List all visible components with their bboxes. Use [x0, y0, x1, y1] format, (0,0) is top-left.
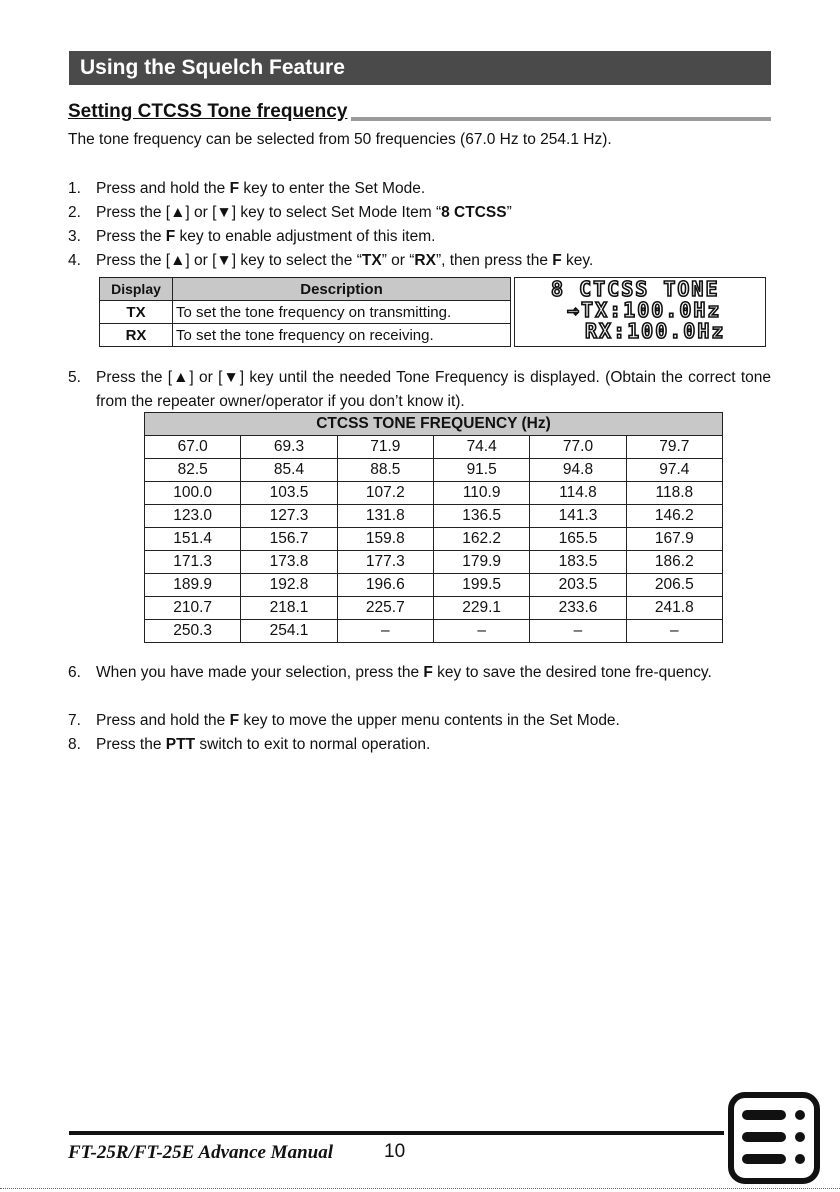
- frequency-cell: 218.1: [241, 597, 337, 620]
- frequency-table-body: [145, 436, 723, 643]
- page-edge-dotted-line: [0, 1188, 840, 1189]
- frequency-cell: 118.8: [626, 482, 722, 505]
- table-row: [100, 324, 511, 347]
- frequency-cell: 229.1: [433, 597, 529, 620]
- frequency-cell: 225.7: [337, 597, 433, 620]
- footer-rule: [69, 1131, 724, 1135]
- frequency-cell: 146.2: [626, 505, 722, 528]
- display-key-tx: TX: [100, 301, 173, 324]
- frequency-cell: 79.7: [626, 436, 722, 459]
- subsection-title: Setting CTCSS Tone frequency: [68, 100, 351, 124]
- frequency-cell: 94.8: [530, 459, 626, 482]
- frequency-cell: 162.2: [433, 528, 529, 551]
- header-display: Display: [100, 278, 173, 301]
- frequency-cell: –: [337, 620, 433, 643]
- lcd-display: [514, 277, 766, 347]
- frequency-cell: –: [530, 620, 626, 643]
- step-number: 4.: [68, 252, 81, 269]
- table-row: [100, 301, 511, 324]
- step-number: 2.: [68, 204, 81, 221]
- table-row: [145, 505, 723, 528]
- display-key-rx: RX: [100, 324, 173, 347]
- frequency-cell: 71.9: [337, 436, 433, 459]
- frequency-cell: 173.8: [241, 551, 337, 574]
- step-number: 7.: [68, 712, 81, 729]
- step-text: When you have made your selection, press the F key to save the desired tone fre-quency.: [96, 664, 712, 681]
- step-text: Press and hold the F key to move the upper menu contents in the Set Mode.: [96, 712, 620, 729]
- frequency-cell: 107.2: [337, 482, 433, 505]
- frequency-cell: 233.6: [530, 597, 626, 620]
- frequency-cell: 67.0: [145, 436, 241, 459]
- frequency-cell: 131.8: [337, 505, 433, 528]
- frequency-cell: 241.8: [626, 597, 722, 620]
- description-rx: To set the tone frequency on receiving.: [173, 324, 511, 347]
- ctcss-frequency-table: [144, 412, 723, 643]
- lcd-line-2: →TX:100.0Hz: [567, 298, 722, 322]
- frequency-cell: 171.3: [145, 551, 241, 574]
- frequency-cell: –: [626, 620, 722, 643]
- frequency-cell: 141.3: [530, 505, 626, 528]
- frequency-cell: 156.7: [241, 528, 337, 551]
- frequency-cell: 77.0: [530, 436, 626, 459]
- frequency-cell: 151.4: [145, 528, 241, 551]
- frequency-cell: 85.4: [241, 459, 337, 482]
- frequency-cell: 192.8: [241, 574, 337, 597]
- frequency-cell: 103.5: [241, 482, 337, 505]
- frequency-cell: 136.5: [433, 505, 529, 528]
- step-number: 3.: [68, 228, 81, 245]
- page-number: 10: [384, 1141, 406, 1162]
- header-description: Description: [173, 278, 511, 301]
- table-row: [145, 574, 723, 597]
- step-text: Press and hold the F key to enter the Set Mode.: [96, 180, 426, 197]
- frequency-cell: 69.3: [241, 436, 337, 459]
- lcd-line-3: RX:100.0Hz: [585, 319, 726, 343]
- step-number: 8.: [68, 736, 81, 753]
- frequency-cell: 179.9: [433, 551, 529, 574]
- frequency-cell: 206.5: [626, 574, 722, 597]
- step-text: Press the PTT switch to exit to normal operation.: [96, 736, 431, 753]
- frequency-cell: 165.5: [530, 528, 626, 551]
- frequency-cell: 82.5: [145, 459, 241, 482]
- frequency-cell: 167.9: [626, 528, 722, 551]
- table-row: [145, 436, 723, 459]
- frequency-cell: 110.9: [433, 482, 529, 505]
- frequency-cell: 183.5: [530, 551, 626, 574]
- frequency-cell: 91.5: [433, 459, 529, 482]
- frequency-table-title: CTCSS TONE FREQUENCY (Hz): [145, 413, 723, 436]
- frequency-cell: 74.4: [433, 436, 529, 459]
- table-row: [145, 459, 723, 482]
- frequency-cell: 186.2: [626, 551, 722, 574]
- table-row: [145, 551, 723, 574]
- frequency-cell: 189.9: [145, 574, 241, 597]
- menu-list-icon[interactable]: [728, 1092, 820, 1184]
- frequency-cell: 123.0: [145, 505, 241, 528]
- step-text: Press the [▲] or [▼] key until the needed Tone Frequency is displayed. (Obtain the correct tone from the repeater owner/operator if you don’t know it).: [96, 369, 771, 410]
- step-number: 6.: [68, 664, 81, 681]
- table-row: [145, 482, 723, 505]
- display-description-table: [99, 277, 511, 347]
- step-number: 5.: [68, 369, 81, 386]
- frequency-cell: 114.8: [530, 482, 626, 505]
- step-text: Press the [▲] or [▼] key to select Set Mode Item “8 CTCSS”: [96, 204, 512, 221]
- table-row: [145, 620, 723, 643]
- frequency-cell: 127.3: [241, 505, 337, 528]
- step-number: 1.: [68, 180, 81, 197]
- frequency-cell: 196.6: [337, 574, 433, 597]
- intro-text: The tone frequency can be selected from 50 frequencies (67.0 Hz to 254.1 Hz).: [68, 131, 612, 148]
- step-text: Press the F key to enable adjustment of this item.: [96, 228, 436, 245]
- step-text: Press the [▲] or [▼] key to select the “TX” or “RX”, then press the F key.: [96, 252, 594, 269]
- lcd-line-1: 8 CTCSS TONE: [551, 277, 720, 301]
- footer-manual-title: FT-25R/FT-25E Advance Manual: [68, 1142, 333, 1163]
- frequency-cell: 100.0: [145, 482, 241, 505]
- frequency-cell: 177.3: [337, 551, 433, 574]
- table-row: [145, 528, 723, 551]
- section-title: Using the Squelch Feature: [80, 56, 345, 79]
- frequency-cell: 88.5: [337, 459, 433, 482]
- frequency-cell: 254.1: [241, 620, 337, 643]
- frequency-cell: 199.5: [433, 574, 529, 597]
- frequency-cell: 97.4: [626, 459, 722, 482]
- frequency-cell: –: [433, 620, 529, 643]
- table-row: [145, 597, 723, 620]
- frequency-cell: 250.3: [145, 620, 241, 643]
- description-tx: To set the tone frequency on transmitting.: [173, 301, 511, 324]
- frequency-cell: 210.7: [145, 597, 241, 620]
- frequency-cell: 159.8: [337, 528, 433, 551]
- frequency-cell: 203.5: [530, 574, 626, 597]
